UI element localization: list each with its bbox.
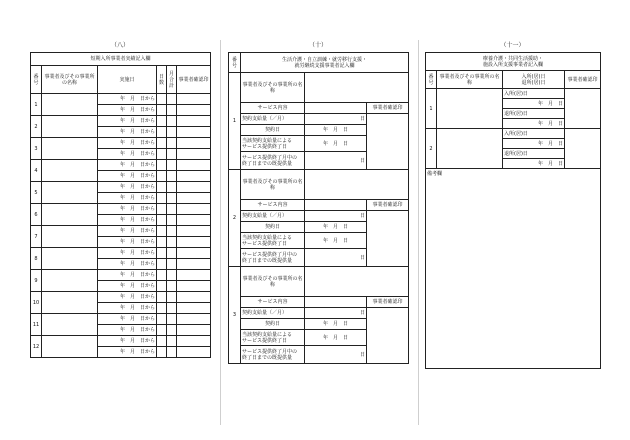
month-total-cell	[167, 336, 177, 347]
column-header-business: 事業者及びその事業所の名称	[42, 66, 98, 94]
contract-date-value: 年 月 日	[305, 319, 367, 330]
column-header-out: 退所(居)日	[521, 79, 546, 86]
confirm-seal-cell	[177, 116, 211, 127]
days-cell	[157, 193, 167, 204]
table-row	[31, 248, 211, 259]
date-from-cell: 年 月 日から	[98, 215, 157, 226]
row-number: 9	[31, 270, 42, 292]
table-row	[31, 292, 211, 303]
days-cell	[157, 248, 167, 259]
business-label: 事業者及びその事業所の名称	[241, 73, 305, 103]
column-header-in: 入所(居)日	[521, 73, 546, 80]
month-total-cell	[167, 325, 177, 336]
business-name-cell	[42, 138, 98, 160]
fold-line	[418, 40, 419, 425]
confirm-seal-cell	[177, 127, 211, 138]
month-total-cell	[167, 215, 177, 226]
amount-unit: 日	[305, 308, 367, 319]
confirm-label: 事業者確認印	[367, 297, 409, 308]
end-date-label-line-2: サービス提供終了日	[242, 337, 288, 344]
table-row	[31, 270, 211, 281]
days-cell	[157, 160, 167, 171]
days-cell	[157, 204, 167, 215]
table-row	[31, 204, 211, 215]
month-total-cell	[167, 259, 177, 270]
end-date-value: 年 月 日	[305, 330, 367, 346]
column-header-number: 番号	[426, 71, 437, 89]
month-total-cell	[167, 204, 177, 215]
month-total-cell	[167, 292, 177, 303]
note-cell	[426, 169, 601, 369]
confirm-seal-cell	[177, 281, 211, 292]
business-name-cell	[42, 160, 98, 182]
confirm-seal-cell	[177, 292, 211, 303]
date-from-cell: 年 月 日から	[98, 226, 157, 237]
table-title: 短期入所事業者実績記入欄	[31, 53, 211, 66]
table-row	[229, 297, 409, 308]
table-row	[426, 89, 601, 99]
contract-date-value: 年 月 日	[305, 125, 367, 136]
days-cell	[157, 347, 167, 358]
date-from-cell: 年 月 日から	[98, 292, 157, 303]
used-amount-value: 日	[305, 249, 367, 267]
column-header-days: 日数	[157, 66, 167, 94]
group-number: 2	[229, 170, 241, 267]
confirm-seal-cell	[367, 308, 409, 364]
row-number: 1	[31, 94, 42, 116]
month-total-cell	[167, 127, 177, 138]
panel-daily-activity	[228, 42, 408, 387]
end-date-label	[241, 330, 305, 346]
date-from-cell: 年 月 日から	[98, 193, 157, 204]
month-total-cell	[167, 314, 177, 325]
move-in-label: 入所(居)日	[503, 129, 565, 139]
confirm-seal-cell	[177, 182, 211, 193]
business-name-cell	[42, 314, 98, 336]
row-number: 12	[31, 336, 42, 358]
business-name-cell	[437, 89, 503, 129]
days-cell	[157, 325, 167, 336]
table-row	[229, 211, 409, 222]
business-name-cell	[42, 204, 98, 226]
month-total-cell	[167, 193, 177, 204]
column-header-confirm: 事業者確認印	[565, 71, 601, 89]
month-total-cell	[167, 171, 177, 182]
service-value	[305, 297, 367, 308]
used-amount-label-line-2: 終了日までの既提供量	[242, 354, 293, 361]
service-label: サービス内容	[241, 103, 305, 114]
panel-heading: （八）	[110, 42, 129, 49]
business-label: 事業者及びその事業所の名称	[241, 267, 305, 297]
used-amount-value: 日	[305, 346, 367, 364]
table-row	[426, 129, 601, 139]
column-header-number: 番号	[31, 66, 42, 94]
business-name-cell	[42, 292, 98, 314]
confirm-seal-cell	[177, 226, 211, 237]
row-number: 5	[31, 182, 42, 204]
contract-date-label: 契約日	[241, 319, 305, 330]
month-total-cell	[167, 248, 177, 259]
date-from-cell: 年 月 日から	[98, 160, 157, 171]
title-line-2: 就労継続支援事業者記入欄	[294, 62, 355, 69]
end-date-value: 年 月 日	[305, 136, 367, 152]
business-name-cell	[42, 116, 98, 138]
days-cell	[157, 336, 167, 347]
month-total-cell	[167, 116, 177, 127]
row-number: 11	[31, 314, 42, 336]
end-date-label-line-1: 当該契約支給量による	[242, 331, 293, 338]
days-cell	[157, 237, 167, 248]
table-row	[229, 267, 409, 297]
table-row	[31, 116, 211, 127]
confirm-seal-cell	[177, 248, 211, 259]
date-from-cell: 年 月 日から	[98, 138, 157, 149]
confirm-seal-cell	[177, 171, 211, 182]
table-row	[426, 169, 601, 369]
title-line-1: 療養介護・共同生活援助・	[483, 55, 544, 62]
group-number: 1	[229, 73, 241, 170]
date-from-cell: 年 月 日から	[98, 270, 157, 281]
days-cell	[157, 149, 167, 160]
confirm-seal-cell	[177, 303, 211, 314]
amount-label: 契約支給量（／月）	[241, 211, 305, 222]
row-number: 3	[31, 138, 42, 160]
business-name-cell	[42, 248, 98, 270]
end-date-label-line-2: サービス提供終了日	[242, 240, 288, 247]
days-cell	[157, 215, 167, 226]
move-out-date: 年 月 日	[503, 119, 565, 129]
used-amount-label	[241, 152, 305, 170]
date-from-cell: 年 月 日から	[98, 237, 157, 248]
business-name-cell	[42, 94, 98, 116]
confirm-seal-cell	[177, 314, 211, 325]
move-in-label: 入所(居)日	[503, 89, 565, 99]
business-name-value	[305, 170, 409, 200]
contract-date-label: 契約日	[241, 222, 305, 233]
confirm-seal-cell	[177, 336, 211, 347]
service-value	[305, 103, 367, 114]
used-amount-label-line-2: 終了日までの既提供量	[242, 160, 293, 167]
table-row	[229, 200, 409, 211]
days-cell	[157, 303, 167, 314]
table-row	[229, 308, 409, 319]
confirm-seal-cell	[177, 325, 211, 336]
service-label: サービス内容	[241, 200, 305, 211]
row-number: 1	[426, 89, 437, 129]
days-cell	[157, 226, 167, 237]
end-date-label-line-1: 当該契約支給量による	[242, 234, 293, 241]
date-from-cell: 年 月 日から	[98, 94, 157, 105]
month-total-cell	[167, 281, 177, 292]
table-row	[229, 103, 409, 114]
month-total-cell	[167, 347, 177, 358]
panel-short-stay	[30, 42, 210, 382]
confirm-seal-cell	[177, 193, 211, 204]
date-from-cell: 年 月 日から	[98, 259, 157, 270]
contract-date-value: 年 月 日	[305, 222, 367, 233]
days-cell	[157, 292, 167, 303]
days-cell	[157, 94, 167, 105]
month-total-cell	[167, 138, 177, 149]
date-from-cell: 年 月 日から	[98, 281, 157, 292]
business-name-cell	[42, 336, 98, 358]
days-cell	[157, 314, 167, 325]
used-amount-label	[241, 249, 305, 267]
column-header-month-total: 月合計	[167, 66, 177, 94]
title-line-2: 施設入所支援事業者記入欄	[483, 61, 544, 68]
amount-label: 契約支給量（／月）	[241, 308, 305, 319]
days-cell	[157, 281, 167, 292]
used-amount-label-line-1: サービス提供終了月中の	[242, 348, 298, 355]
table-row	[31, 336, 211, 347]
panel-heading: （十）	[308, 42, 327, 49]
column-header-date: 実施日	[98, 66, 157, 94]
confirm-label: 事業者確認印	[367, 200, 409, 211]
column-header-in-out	[503, 71, 565, 89]
confirm-seal-cell	[565, 89, 601, 129]
month-total-cell	[167, 160, 177, 171]
confirm-seal-cell	[177, 138, 211, 149]
table-row	[31, 314, 211, 325]
amount-unit: 日	[305, 211, 367, 222]
date-from-cell: 年 月 日から	[98, 116, 157, 127]
table-row	[229, 73, 409, 103]
end-date-value: 年 月 日	[305, 233, 367, 249]
row-number: 2	[31, 116, 42, 138]
row-number: 2	[426, 129, 437, 169]
amount-label: 契約支給量（／月）	[241, 114, 305, 125]
used-amount-label-line-1: サービス提供終了月中の	[242, 251, 298, 258]
service-value	[305, 200, 367, 211]
date-from-cell: 年 月 日から	[98, 325, 157, 336]
days-cell	[157, 259, 167, 270]
short-stay-table	[30, 52, 211, 358]
business-label: 事業者及びその事業所の名称	[241, 170, 305, 200]
business-name-cell	[42, 270, 98, 292]
panel-residential	[425, 42, 600, 387]
date-from-cell: 年 月 日から	[98, 182, 157, 193]
move-out-date: 年 月 日	[503, 159, 565, 169]
table-row	[229, 170, 409, 200]
row-number: 8	[31, 248, 42, 270]
date-from-cell: 年 月 日から	[98, 248, 157, 259]
end-date-label	[241, 136, 305, 152]
confirm-seal-cell	[177, 160, 211, 171]
table-row	[31, 182, 211, 193]
confirm-label: 事業者確認印	[367, 103, 409, 114]
table-title	[241, 53, 409, 73]
confirm-seal-cell	[177, 149, 211, 160]
month-total-cell	[167, 149, 177, 160]
used-amount-label	[241, 346, 305, 364]
month-total-cell	[167, 182, 177, 193]
end-date-label-line-2: サービス提供終了日	[242, 143, 288, 150]
row-number: 7	[31, 226, 42, 248]
date-from-cell: 年 月 日から	[98, 303, 157, 314]
business-name-cell	[42, 226, 98, 248]
business-name-value	[305, 73, 409, 103]
table-row	[31, 226, 211, 237]
column-header-number: 番号	[229, 53, 241, 73]
amount-unit: 日	[305, 114, 367, 125]
month-total-cell	[167, 270, 177, 281]
date-from-cell: 年 月 日から	[98, 204, 157, 215]
end-date-label-line-1: 当該契約支給量による	[242, 137, 293, 144]
business-name-value	[305, 267, 409, 297]
used-amount-value: 日	[305, 152, 367, 170]
table-row	[229, 114, 409, 125]
days-cell	[157, 138, 167, 149]
business-name-cell	[42, 182, 98, 204]
used-amount-label-line-1: サービス提供終了月中の	[242, 154, 298, 161]
title-line-1: 生活介護・自立訓練・就労移行支援・	[282, 56, 368, 63]
fold-line	[220, 40, 221, 425]
date-from-cell: 年 月 日から	[98, 314, 157, 325]
days-cell	[157, 127, 167, 138]
row-number: 10	[31, 292, 42, 314]
date-from-cell: 年 月 日から	[98, 347, 157, 358]
confirm-seal-cell	[177, 105, 211, 116]
month-total-cell	[167, 105, 177, 116]
date-from-cell: 年 月 日から	[98, 127, 157, 138]
month-total-cell	[167, 226, 177, 237]
move-out-label: 退所(居)日	[503, 109, 565, 119]
confirm-seal-cell	[177, 204, 211, 215]
column-header-confirm: 事業者確認印	[177, 66, 211, 94]
residential-table	[425, 52, 601, 369]
date-from-cell: 年 月 日から	[98, 336, 157, 347]
contract-date-label: 契約日	[241, 125, 305, 136]
row-number: 4	[31, 160, 42, 182]
table-row	[31, 138, 211, 149]
date-from-cell: 年 月 日から	[98, 105, 157, 116]
confirm-seal-cell	[177, 215, 211, 226]
group-number: 3	[229, 267, 241, 364]
confirm-seal-cell	[367, 114, 409, 170]
used-amount-label-line-2: 終了日までの既提供量	[242, 257, 293, 264]
days-cell	[157, 105, 167, 116]
month-total-cell	[167, 94, 177, 105]
days-cell	[157, 171, 167, 182]
move-in-date: 年 月 日	[503, 139, 565, 149]
move-out-label: 退所(居)日	[503, 149, 565, 159]
panel-heading: （十一）	[500, 42, 525, 49]
table-row	[31, 160, 211, 171]
column-header-business: 事業者及びその事業所の名称	[437, 71, 503, 89]
confirm-seal-cell	[177, 270, 211, 281]
end-date-label	[241, 233, 305, 249]
confirm-seal-cell	[177, 237, 211, 248]
month-total-cell	[167, 303, 177, 314]
date-from-cell: 年 月 日から	[98, 149, 157, 160]
move-in-date: 年 月 日	[503, 99, 565, 109]
table-row	[31, 94, 211, 105]
confirm-seal-cell	[177, 259, 211, 270]
business-name-cell	[437, 129, 503, 169]
days-cell	[157, 182, 167, 193]
confirm-seal-cell	[177, 94, 211, 105]
month-total-cell	[167, 237, 177, 248]
table-title	[426, 53, 601, 71]
daily-activity-table	[228, 52, 409, 364]
note-label: 備考欄	[427, 171, 443, 177]
confirm-seal-cell	[367, 211, 409, 267]
confirm-seal-cell	[177, 347, 211, 358]
days-cell	[157, 270, 167, 281]
row-number: 6	[31, 204, 42, 226]
confirm-seal-cell	[565, 129, 601, 169]
date-from-cell: 年 月 日から	[98, 171, 157, 182]
days-cell	[157, 116, 167, 127]
service-label: サービス内容	[241, 297, 305, 308]
